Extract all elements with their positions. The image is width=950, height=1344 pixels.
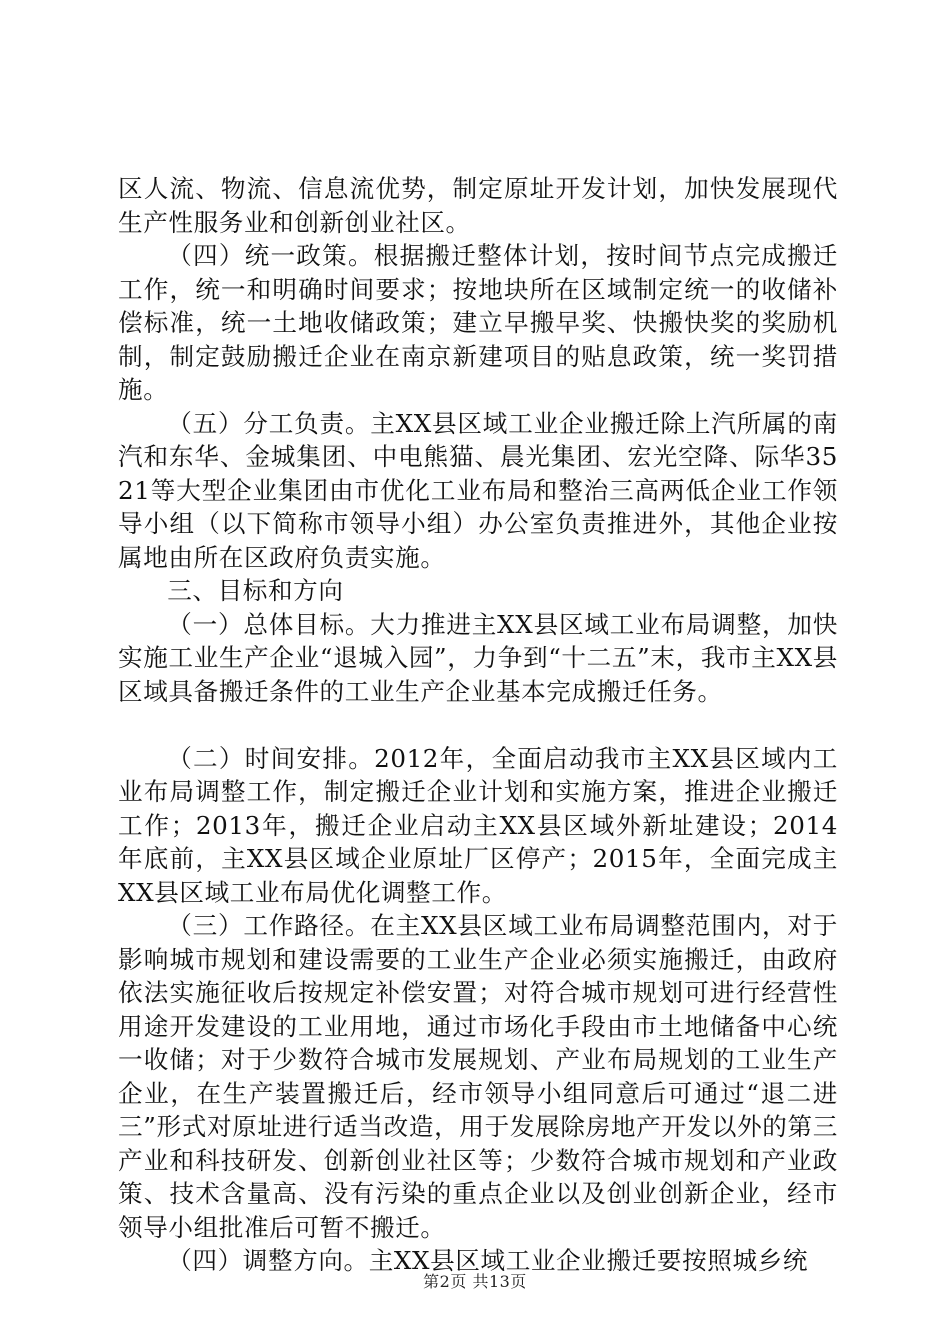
paragraph-work-path: （三）工作路径。在主XX县区域工业布局调整范围内，对于影响城市规划和建设需要的工业生产企业必须实施搬迁，由政府依法实施征收后按规定补偿安置；对符合城市规划可进行经营性用途开发建设的工业用地，通过市场化手段由市土地储备中心统一收储；对于少数符合城市发展规划、产业布局规划的工业生产企业，在生产装置搬迁后，经市领导小组同意后可通过“退二进三”形式对原址进行适当改造，用于发展除房地产开发以外的第三产业和科技研发、创新创业社区等；少数符合城市规划和产业政策、技术含量高、没有污染的重点企业以及创业创新企业，经市领导小组批准后可暂不搬迁。 xyxy=(118,911,838,1242)
document-body xyxy=(118,172,838,1278)
section-heading-goals: 三、目标和方向 xyxy=(167,576,344,605)
paragraph-continuation: 区人流、物流、信息流优势，制定原址开发计划，加快发展现代生产性服务业和创新创业社区。 xyxy=(118,174,838,237)
paragraph-unified-policy: （四）统一政策。根据搬迁整体计划，按时间节点完成搬迁工作，统一和明确时间要求；按地块所在区域制定统一的收储补偿标准，统一土地收储政策；建立早搬早奖、快搬快奖的奖励机制，制定鼓励搬迁企业在南京新建项目的贴息政策，统一奖罚措施。 xyxy=(118,241,838,404)
paragraph-schedule: （二）时间安排。2012年，全面启动我市主XX县区域内工业布局调整工作，制定搬迁企业计划和实施方案，推进企业搬迁工作；2013年，搬迁企业启动主XX县区域外新址建设；2014年底前，主XX县区域企业原址厂区停产；2015年，全面完成主XX县区域工业布局优化调整工作。 xyxy=(118,743,838,907)
paragraph-overall-goal: （一）总体目标。大力推进主XX县区域工业布局调整，加快实施工业生产企业“退城入园”，力争到“十二五”末，我市主XX县区域具备搬迁条件的工业生产企业基本完成搬迁任务。 xyxy=(118,609,838,706)
page-number-footer: 第2页 共13页 xyxy=(423,1272,527,1291)
paragraph-division-of-duties: （五）分工负责。主XX县区域工业企业搬迁除上汽所属的南汽和东华、金城集团、中电熊猫、晨光集团、宏光空降、际华3521等大型企业集团由市优化工业布局和整治三高两低企业工作领导小组（以下简称市领导小组）办公室负责推进外，其他企业按属地由所在区政府负责实施。 xyxy=(118,408,838,572)
paragraph-adjustment-direction: （四）调整方向。主XX县区域工业企业搬迁要按照城乡统 xyxy=(167,1246,809,1275)
